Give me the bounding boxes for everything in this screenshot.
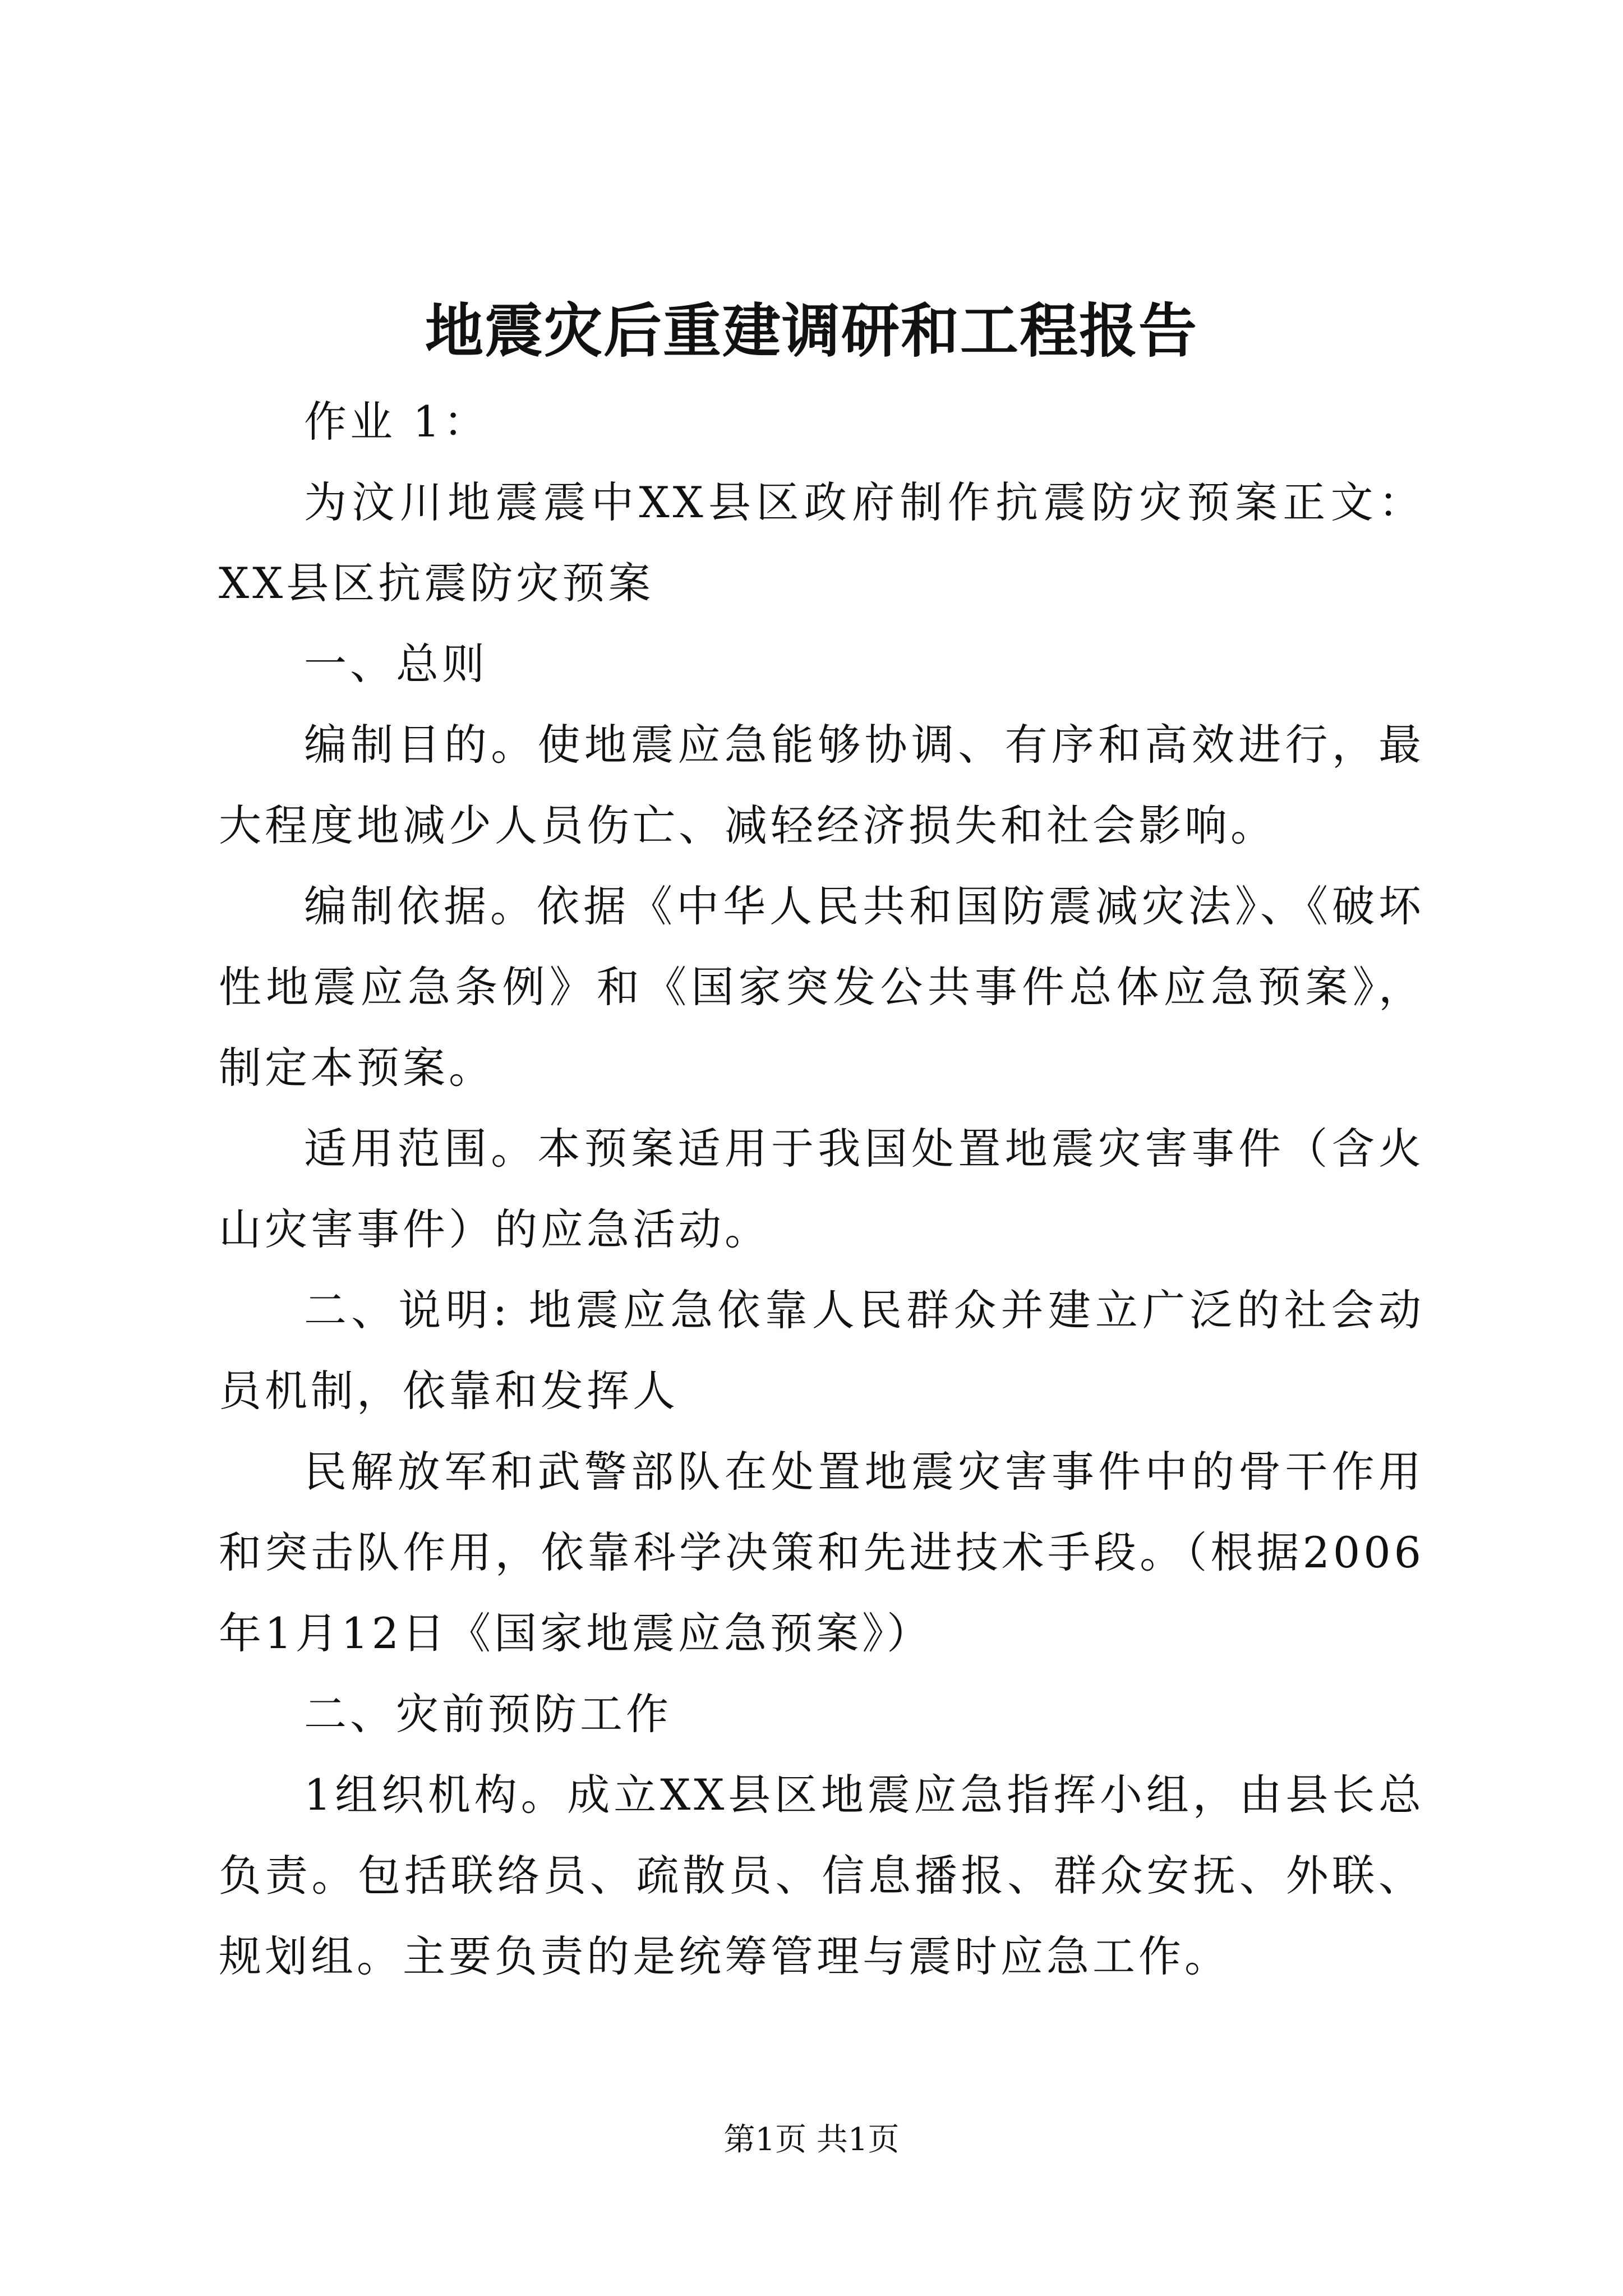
- paragraph-basis: 编制依据。依据《中华人民共和国防震减灾法》、《破坏性地震应急条例》和《国家突发公共事件总体应急预案》，制定本预案。: [219, 881, 1424, 1093]
- section-heading-prevention: 二、灾前预防工作: [304, 1689, 672, 1739]
- paragraph-scope: 适用范围。本预案适用于我国处置地震灾害事件（含火山灾害事件）的应急活动。: [219, 1124, 1424, 1254]
- document-title: 地震灾后重建调研和工程报告: [425, 296, 1198, 365]
- paragraph-explanation: 二、说明: 地震应急依靠人民群众并建立广泛的社会动员机制，依靠和发挥人: [219, 1285, 1424, 1416]
- document-body: [219, 381, 1424, 1997]
- section-heading-general: 一、总则: [304, 639, 488, 689]
- paragraph-intro: 为汶川地震震中XX县区政府制作抗震防灾预案正文：XX县区抗震防灾预案: [219, 477, 1424, 608]
- paragraph-assignment: 作业 1：: [304, 397, 490, 447]
- page-footer: 第1页 共1页: [723, 2122, 900, 2158]
- paragraph-purpose: 编制目的。使地震应急能够协调、有序和高效进行，最大程度地减少人员伤亡、减轻经济损失和社会影响。: [219, 720, 1424, 850]
- paragraph-explanation-cont: 民解放军和武警部队在处置地震灾害事件中的骨干作用和突击队作用，依靠科学决策和先进技术手段。（根据2006年1月12日《国家地震应急预案》）: [219, 1447, 1424, 1658]
- paragraph-organization: 1组织机构。成立XX县区地震应急指挥小组，由县长总负责。包括联络员、疏散员、信息播报、群众安抚、外联、规划组。主要负责的是统筹管理与震时应急工作。: [219, 1770, 1424, 1981]
